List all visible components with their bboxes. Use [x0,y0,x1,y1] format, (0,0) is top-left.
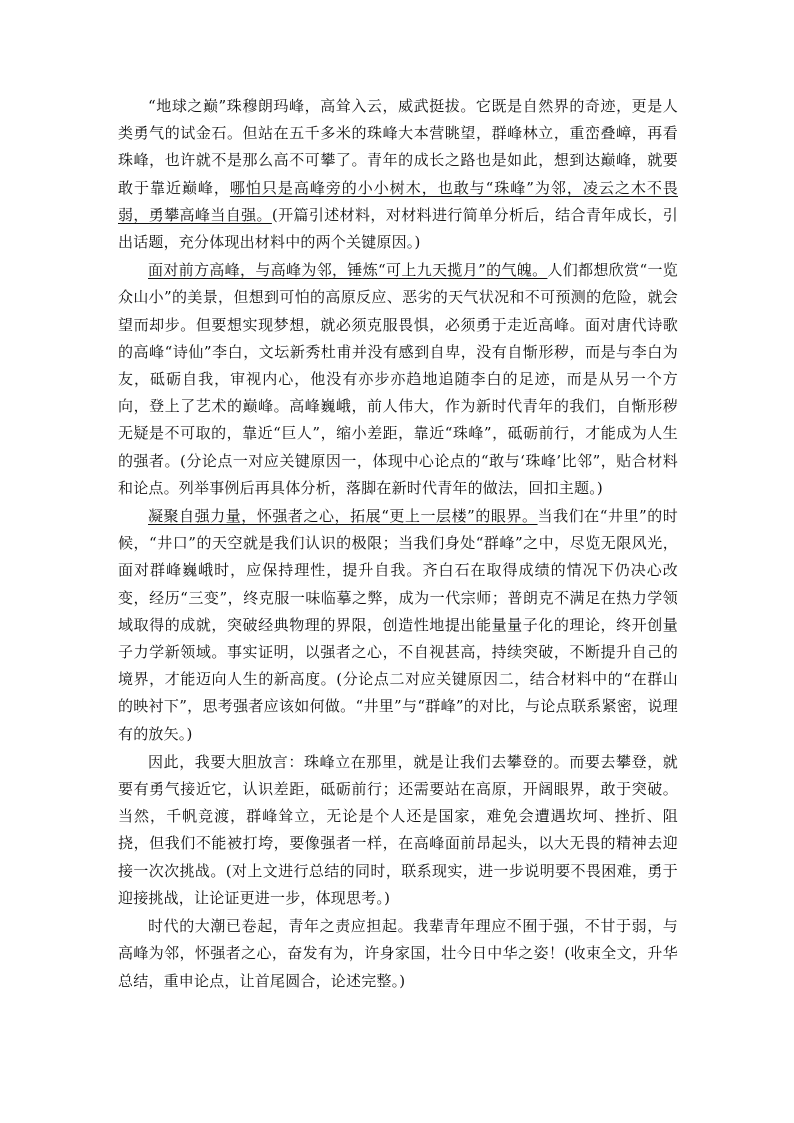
underlined-topic-sentence: 凝聚自强力量，怀强者之心，拓展“更上一层楼”的眼界。 [148,507,538,526]
paragraph-text: 时代的大潮已卷起，青年之责应担起。我辈青年理应不囿于强，不甘于弱，与高峰为邻，怀强者之心，奋发有为，许身家国，壮今日中华之姿！(收束全文，升华总结，重申论点，让首尾圆合，论述完整。) [118,917,678,990]
paragraph-summary [118,749,678,912]
paragraph-body-text: 人们都想欣赏“一览众山小”的美景，但想到可怕的高原反应、恶劣的天气状况和不可预测的危险，就会望而却步。但要想实现梦想，就必须克服畏惧，必须勇于走近高峰。面对唐代诗歌的高峰“诗仙”李白，文坛新秀杜甫并没有感到自卑，没有自惭形秽，而是与李白为友，砥砺自我，审视内心，他没有亦步亦趋地追随李白的足迹，而是从另一个方向，登上了艺术的巅峰。高峰巍峨，前人伟大，作为新时代青年的我们，自惭形秽无疑是不可取的，靠近“巨人”，缩小差距，靠近“珠峰”，砥砺前行，才能成为人生的强者。(分论点一对应关键原因一，体现中心论点的“敢与‘珠峰’比邻”，贴合材料和论点。列举事例后再具体分析，落脚在新时代青年的做法，回扣主题。) [118,261,678,497]
paragraph-intro [118,93,678,256]
paragraph-text: 因此，我要大胆放言：珠峰立在那里，就是让我们去攀登的。而要去攀登，就要有勇气接近它，认识差距，砥砺前行；还需要站在高原，开阔眼界，敢于突破。当然，千帆竞渡，群峰耸立，无论是个人还是国家，难免会遭遇坎坷、挫折、阻挠，但我们不能被打垮，要像强者一样，在高峰面前昂起头，以大无畏的精神去迎接一次次挑战。(对上文进行总结的同时，联系现实，进一步说明要不畏困难，勇于迎接挑战，让论证更进一步，体现思考。) [118,752,678,907]
paragraph-body-text: 当我们在“井里”的时候，“井口”的天空就是我们认识的极限；当我们身处“群峰”之中，尽览无限风光，面对群峰巍峨时，应保持理性，提升自我。齐白石在取得成绩的情况下仍决心改变，经历“三变”，终克服一味临摹之弊，成为一代宗师；普朗克不满足在热力学领域取得的成就，突破经典物理的界限，创造性地提出能量量子化的理论，终开创量子力学新领域。事实证明，以强者之心，不自视甚高，持续突破，不断提升自己的境界，才能迈向人生的新高度。(分论点二对应关键原因二，结合材料中的“在群山的映衬下”，思考强者应该如何做。“井里”与“群峰”的对比，与论点联系紧密，说理有的放矢。) [118,507,678,743]
paragraph-argument-two [118,503,678,748]
underlined-sentence: 哪怕只是高峰旁的小小树木，也敢与“珠峰”为邻，凌云之木不畏弱，勇攀高峰当自强。 [118,178,679,224]
essay-body [118,93,678,996]
paragraph-text: “地球之巅”珠穆朗玛峰，高耸入云，威武挺拔。它既是自然界的奇迹，更是人类勇气的试金石。但站在五千多米的珠峰大本营眺望，群峰林立，重峦叠嶂，再看珠峰，也许就不是那么高不可攀了。青年的成长之路也是如此，想到达巅峰，就要敢于靠近巅峰， [118,97,678,197]
paragraph-conclusion [118,913,678,995]
paragraph-argument-one [118,257,678,502]
underlined-topic-sentence: 面对前方高峰，与高峰为邻，锤炼“可上九天揽月”的气魄。 [148,261,548,280]
annotation-text: (开篇引述材料，对材料进行简单分析后，结合青年成长，引出话题，充分体现出材料中的两个关键原因。) [118,205,678,252]
